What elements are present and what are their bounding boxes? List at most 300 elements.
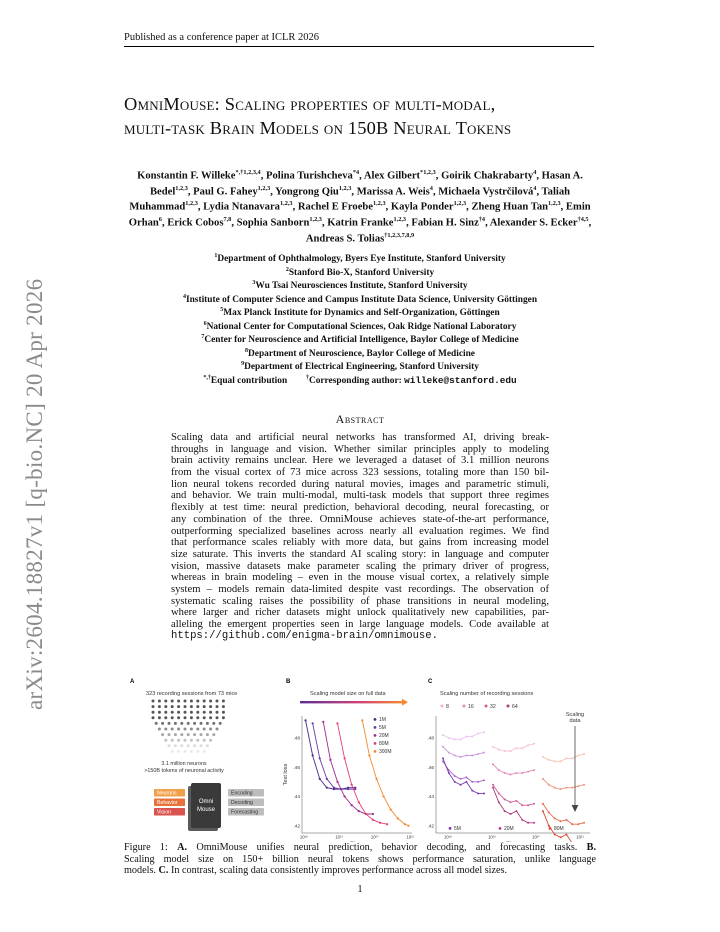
panel-a-label: A	[130, 679, 135, 685]
panel-b-point	[397, 817, 399, 819]
panel-c-series-32	[543, 804, 584, 824]
panel-b-xtick: 10²⁰	[370, 834, 379, 840]
session-dot	[171, 728, 174, 731]
panel-c-point	[510, 813, 512, 815]
panel-c-point	[460, 738, 462, 740]
panel-b-point	[312, 754, 314, 756]
session-dot	[196, 700, 199, 703]
panel-c-point	[504, 810, 506, 812]
session-dot	[222, 716, 225, 719]
session-dot	[164, 705, 167, 708]
figure-1	[124, 676, 596, 842]
session-dot	[200, 722, 203, 725]
panel-b-point	[333, 787, 335, 789]
panel-c-label: C	[428, 679, 433, 685]
abstract-line: flexibly at test time: neural prediction, behavioral decoding, neural forecasting, or	[171, 502, 549, 514]
panel-c-annotation-line-1: Scaling	[565, 712, 585, 718]
panel-c-legend-top-64: 64	[512, 703, 518, 710]
panel-b-point	[347, 788, 349, 790]
output-label-forecasting: Forecasting	[231, 809, 259, 816]
panel-c-point	[492, 746, 494, 748]
panel-b-legend-5M: 5M	[379, 725, 386, 731]
panel-c-point	[460, 784, 462, 786]
session-dot	[158, 716, 161, 719]
panel-c-point	[483, 731, 485, 733]
panel-c-xtick: 10¹⁸	[444, 834, 452, 840]
panel-c-xtick: 10²⁰	[532, 834, 540, 840]
session-dot	[152, 711, 155, 714]
figure-1-svg	[124, 676, 596, 842]
session-dot	[158, 705, 161, 708]
caption-line: Scaling model size on 150+ billion neural tokens shows performance saturation, unlike language	[124, 853, 596, 865]
panel-c-point	[533, 769, 535, 771]
panel-b	[283, 679, 415, 842]
session-dot	[190, 705, 193, 708]
panel-b-legend-80M: 80M	[379, 741, 389, 747]
panel-c-point	[533, 822, 535, 824]
panel-b-point	[368, 754, 370, 756]
panel-b-point	[304, 719, 306, 721]
panel-c-legend-bottom-marker	[499, 827, 502, 830]
panel-c-point	[471, 781, 473, 783]
session-dot	[180, 744, 183, 747]
session-dot	[193, 744, 196, 747]
corresponding-email[interactable]: willeke@stanford.edu	[404, 374, 517, 386]
panel-c-legend-top-32: 32	[490, 703, 496, 710]
session-dot	[193, 722, 196, 725]
panel-b-point	[379, 822, 381, 824]
panel-c-point	[571, 823, 573, 825]
affiliation-9: $^9$Department of Electrical Engineering, Stanford University	[241, 361, 479, 373]
abstract-line: throughs in language and vision. Whether similar principles apply to modeling	[171, 443, 549, 455]
affiliation-5: $^5$Max Planck Institute for Dynamics and Self-Organization, Göttingen	[220, 307, 500, 319]
panel-b-point	[326, 778, 328, 780]
panel-c-point	[548, 784, 550, 786]
panel-c-point	[454, 781, 456, 783]
panel-c-point	[542, 803, 544, 805]
panel-b-point	[372, 819, 374, 821]
session-dot	[164, 728, 167, 731]
affiliations	[124, 251, 596, 386]
session-dot	[212, 733, 215, 736]
session-dot	[171, 750, 174, 753]
panel-c-point	[510, 750, 512, 752]
panel-c-point	[542, 810, 544, 812]
token-count-text: >150B tokens of neuronal activity	[144, 768, 224, 774]
panel-c-point	[527, 771, 529, 773]
abstract-line: that performance scales reliably with more data, but gains from increasing model	[171, 537, 549, 549]
panel-c-point	[460, 778, 462, 780]
session-dot	[219, 722, 222, 725]
session-dot	[203, 711, 206, 714]
panel-c-point	[460, 756, 462, 758]
session-dot-grid	[152, 700, 225, 753]
panel-c-point	[515, 810, 517, 812]
panel-b-ytick: .48	[293, 736, 300, 742]
panel-c-ytick: .44	[427, 795, 434, 801]
panel-c-point	[577, 785, 579, 787]
panel-c-point	[504, 750, 506, 752]
session-dot	[216, 700, 219, 703]
arxiv-stamp	[20, 240, 50, 710]
panel-b-point	[404, 823, 406, 825]
session-dot	[209, 716, 212, 719]
affiliation-6: $^6$National Center for Computational Sciences, Oak Ridge National Laboratory	[203, 320, 517, 332]
session-dot	[164, 700, 167, 703]
session-dot	[196, 750, 199, 753]
session-dot	[203, 728, 206, 731]
session-dot	[206, 722, 209, 725]
panel-b-legend-20M: 20M	[379, 733, 389, 739]
session-dot	[196, 711, 199, 714]
model-size-arrow	[300, 701, 402, 703]
abstract-line: size saturate. This inverts the standard AI scaling story: in language and computer	[171, 548, 549, 560]
panel-c	[427, 679, 590, 842]
panel-c-legend-top-8: 8	[446, 703, 449, 710]
panel-c-point	[492, 763, 494, 765]
panel-c-point	[542, 756, 544, 758]
panel-c-ytick: .48	[427, 736, 434, 742]
panel-c-point	[577, 823, 579, 825]
abstract-heading: Abstract	[335, 412, 385, 426]
session-dot	[187, 733, 190, 736]
abstract-line: whereas in brain modeling – even in the mouse visual cortex, a relatively simple	[171, 572, 549, 584]
panel-b-xtick: 10¹⁹	[335, 834, 344, 840]
omnimouse-label-1: Omni	[198, 799, 214, 805]
panel-c-point	[571, 757, 573, 759]
session-dot	[190, 711, 193, 714]
session-dot	[161, 722, 164, 725]
session-dot	[190, 750, 193, 753]
session-dot	[155, 722, 158, 725]
arxiv-stamp-text: arXiv:2604.18827v1 [q-bio.NC] 20 Apr 2026	[22, 278, 47, 710]
session-dot	[216, 705, 219, 708]
panel-c-legend-top-marker	[485, 705, 488, 708]
panel-b-ytick: .46	[293, 765, 300, 771]
abstract-body	[171, 432, 549, 642]
panel-b-point	[351, 804, 353, 806]
panel-c-point	[515, 772, 517, 774]
panel-c-point	[465, 776, 467, 778]
session-dot	[206, 733, 209, 736]
session-dot	[212, 722, 215, 725]
page-number: 1	[357, 884, 363, 895]
abstract-line: vision, massive datasets make parameter scaling the primary driver of progress,	[171, 560, 549, 572]
panel-c-annotation-line-2: data	[569, 718, 581, 724]
abstract-line: lion neural tokens recorded during natural movies, images and parametric stimuli,	[171, 478, 549, 490]
session-dot	[222, 711, 225, 714]
session-dot	[180, 733, 183, 736]
session-dot	[222, 705, 225, 708]
abstract-line: brain activity remains unclear. Here we leveraged a dataset of 3.1 million neurons	[171, 455, 549, 467]
panel-c-point	[548, 812, 550, 814]
panel-c-point	[554, 833, 556, 835]
session-dot	[209, 728, 212, 731]
session-dot	[177, 750, 180, 753]
panel-b-legend-marker	[374, 742, 377, 745]
panel-c-point	[471, 790, 473, 792]
panel-c-ytick: .42	[427, 824, 434, 830]
panel-b-point	[407, 825, 409, 827]
session-dot	[171, 716, 174, 719]
panel-c-point	[504, 798, 506, 800]
panel-c-legend-bottom-marker	[549, 827, 552, 830]
omnimouse-block	[188, 783, 221, 831]
panel-b-xtick: 10²¹	[406, 834, 414, 840]
session-dot	[168, 722, 171, 725]
panel-b-legend-marker	[374, 718, 377, 721]
session-dot	[174, 733, 177, 736]
panel-c-point	[477, 753, 479, 755]
panel-c-point	[510, 801, 512, 803]
panel-b-legend-marker	[374, 726, 377, 729]
session-dot	[184, 750, 187, 753]
abstract-line: outperforming specialized baselines across nearly all evaluation regimes. We find	[171, 525, 549, 537]
session-dot	[190, 739, 193, 742]
session-dot	[206, 744, 209, 747]
session-dot	[177, 716, 180, 719]
panel-b-point	[319, 757, 321, 759]
panel-b-xtick: 10¹⁸	[299, 834, 308, 840]
session-dot	[203, 716, 206, 719]
panel-c-point	[548, 759, 550, 761]
panel-c-point	[521, 804, 523, 806]
neuron-count-text: 3.1 million neurons	[161, 761, 207, 767]
session-dot	[196, 705, 199, 708]
affiliation-3: $^3$Wu Tsai Neurosciences Institute, Stanford University	[252, 280, 468, 292]
session-dot	[203, 750, 206, 753]
panel-c-legend-top-marker	[463, 705, 466, 708]
title-line-2: multi-task Brain Models on 150B Neural Tokens	[124, 118, 512, 138]
session-dot	[164, 711, 167, 714]
panel-c-point	[454, 754, 456, 756]
session-dot	[203, 739, 206, 742]
panel-b-point	[361, 719, 363, 721]
panel-b-point	[386, 823, 388, 825]
panel-c-title: Scaling number of recording sessions	[440, 691, 534, 697]
session-dot	[216, 716, 219, 719]
session-dot	[171, 711, 174, 714]
omnimouse-label-2: Mouse	[196, 807, 216, 813]
session-dot	[161, 733, 164, 736]
panel-c-point	[492, 784, 494, 786]
panel-c-series-32	[443, 761, 484, 781]
session-dot	[184, 705, 187, 708]
affiliation-7: $^7$Center for Neuroscience and Artificial Intelligence, Baylor College of Medicine	[201, 334, 519, 346]
session-dot	[180, 722, 183, 725]
panel-c-point	[521, 772, 523, 774]
panel-b-legend-marker	[374, 750, 377, 753]
panel-b-point	[329, 759, 331, 761]
panel-c-point	[471, 735, 473, 737]
panel-c-point	[465, 754, 467, 756]
session-dot	[158, 728, 161, 731]
input-label-neurons: Neurons	[157, 790, 177, 797]
session-dot	[184, 716, 187, 719]
session-dot	[187, 722, 190, 725]
session-dot	[196, 716, 199, 719]
panel-c-point	[565, 833, 567, 835]
panel-c-point	[583, 753, 585, 755]
panel-c-point	[521, 819, 523, 821]
session-dot	[203, 700, 206, 703]
panel-b-point	[390, 809, 392, 811]
panel-b-ytick: .42	[293, 824, 300, 830]
header-rule	[124, 46, 594, 47]
panel-c-point	[527, 804, 529, 806]
panel-c-point	[565, 819, 567, 821]
panel-b-point	[354, 788, 356, 790]
panel-c-point	[442, 734, 444, 736]
panel-c-point	[465, 735, 467, 737]
scaling-data-arrowhead	[572, 805, 579, 812]
panel-c-point	[454, 775, 456, 777]
output-label-decoding: Decoding	[231, 800, 253, 807]
abstract-line: systematic scaling raises the possibility of phase transitions in neural modeling,	[171, 595, 549, 607]
panel-c-point	[442, 757, 444, 759]
panel-b-point	[358, 801, 360, 803]
output-label-encoding: Encoding	[231, 790, 253, 797]
panel-b-point	[383, 795, 385, 797]
panel-c-point	[548, 825, 550, 827]
abstract-line: and behavior. We train multi-modal, multi-task models that support three regimes	[171, 490, 549, 502]
session-dot	[190, 728, 193, 731]
panel-c-point	[554, 787, 556, 789]
session-dot	[184, 700, 187, 703]
panel-c-point	[554, 760, 556, 762]
session-dot	[216, 711, 219, 714]
caption-line: Figure 1: A. OmniMouse unifies neural prediction, behavior decoding, and forecasting tasks. B.	[124, 842, 596, 853]
panel-b-point	[322, 721, 324, 723]
panel-c-point	[454, 738, 456, 740]
caption-line: models. C. In contrast, scaling data consistently improves performance across all model sizes.	[124, 865, 508, 877]
panel-b-point	[326, 787, 328, 789]
panel-c-point	[477, 793, 479, 795]
model-size-arrowhead	[402, 699, 408, 706]
panel-b-point	[365, 813, 367, 815]
session-dot	[196, 739, 199, 742]
panel-b-ytick: .44	[293, 795, 300, 801]
panel-c-point	[560, 760, 562, 762]
panel-c-point	[477, 733, 479, 735]
session-dot	[152, 705, 155, 708]
panel-c-point	[510, 774, 512, 776]
panel-c-point	[560, 788, 562, 790]
panel-c-ytick: .46	[427, 765, 434, 771]
session-dot	[152, 700, 155, 703]
title-line-1: OmniMouse: Scaling properties of multi-modal,	[124, 94, 496, 114]
panel-c-legend-bottom-5M: 5M	[454, 826, 461, 832]
panel-c-point	[442, 746, 444, 748]
session-dot	[171, 739, 174, 742]
panel-a-title: 323 recording sessions from 73 mice	[146, 691, 238, 697]
panel-b-point	[351, 784, 353, 786]
session-dot	[196, 728, 199, 731]
session-dot	[177, 739, 180, 742]
panel-c-legend-top-marker	[507, 705, 510, 708]
session-dot	[209, 705, 212, 708]
panel-c-point	[560, 836, 562, 838]
input-label-behavior: Behavior	[157, 800, 178, 807]
session-dot	[177, 705, 180, 708]
panel-c-point	[448, 772, 450, 774]
session-dot	[200, 744, 203, 747]
session-dot	[164, 739, 167, 742]
session-dot	[203, 705, 206, 708]
panel-c-legend-top-16: 16	[468, 703, 474, 710]
panel-c-xtick: 10²¹	[576, 834, 584, 840]
panel-c-point	[483, 793, 485, 795]
panel-c-xtick: 10¹⁹	[488, 834, 496, 840]
panel-c-point	[565, 787, 567, 789]
panel-c-point	[565, 757, 567, 759]
panel-b-point	[343, 757, 345, 759]
session-dot	[209, 739, 212, 742]
session-dot	[171, 705, 174, 708]
session-dot	[174, 744, 177, 747]
session-dot	[152, 716, 155, 719]
abstract-line: system – models remain data-limited despite vast recordings. The observation of	[171, 583, 549, 595]
session-dot	[190, 716, 193, 719]
panel-c-point	[554, 817, 556, 819]
panel-c-point	[483, 779, 485, 781]
figure-caption	[124, 842, 596, 877]
panel-c-point	[571, 787, 573, 789]
panel-b-point	[312, 722, 314, 724]
panel-c-point	[465, 781, 467, 783]
panel-c-point	[542, 778, 544, 780]
session-dot	[184, 711, 187, 714]
session-dot	[184, 739, 187, 742]
session-dot	[158, 700, 161, 703]
affiliation-8: $^8$Department of Neuroscience, Baylor College of Medicine	[245, 347, 475, 359]
panel-b-point	[343, 795, 345, 797]
session-dot	[222, 700, 225, 703]
panel-c-point	[471, 754, 473, 756]
panel-b-title: Scaling model size on full data	[310, 691, 386, 697]
panel-b-legend-300M: 300M	[379, 749, 392, 755]
abstract-line: alleling the emergent properties seen in large language models. Code available at	[171, 619, 549, 630]
panel-b-ylabel: Test loss	[283, 763, 289, 786]
panel-c-point	[521, 747, 523, 749]
panel-b-point	[319, 778, 321, 780]
session-dot	[216, 728, 219, 731]
session-dot	[200, 733, 203, 736]
session-dot	[190, 700, 193, 703]
session-dot	[158, 711, 161, 714]
panel-c-point	[533, 803, 535, 805]
panel-c-point	[483, 752, 485, 754]
panel-b-label: B	[286, 679, 291, 685]
session-dot	[177, 711, 180, 714]
panel-c-point	[504, 772, 506, 774]
panel-c-point	[498, 769, 500, 771]
panel-c-legend-bottom-80M: 80M	[554, 826, 564, 832]
session-dot	[164, 716, 167, 719]
panel-c-point	[583, 784, 585, 786]
panel-c-point	[527, 822, 529, 824]
panel-c-point	[583, 822, 585, 824]
panel-c-point	[533, 743, 535, 745]
abstract-line: Scaling data and artificial neural networks has transformed AI, driving break-	[171, 432, 549, 443]
paper-title	[124, 92, 596, 140]
panel-c-series-64	[443, 758, 484, 793]
panel-c-legend-bottom-20M: 20M	[504, 826, 514, 832]
code-url[interactable]: https://github.com/enigma-brain/omnimouse.	[171, 629, 439, 642]
panel-c-point	[515, 800, 517, 802]
session-dot	[209, 700, 212, 703]
session-dot	[168, 733, 171, 736]
